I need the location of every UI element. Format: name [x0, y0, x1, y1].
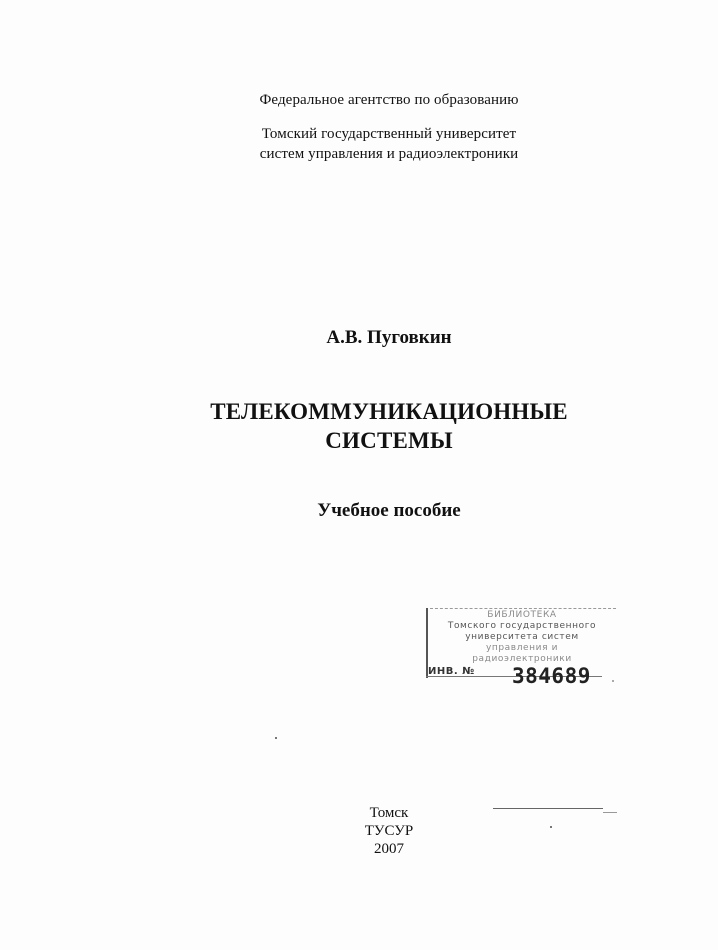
- university-name-line1: Томский государственный университет: [261, 126, 517, 142]
- stamp-inventory-number: 384689: [512, 664, 591, 688]
- stamp-text-line1: БИБЛИОТЕКА: [487, 610, 557, 620]
- scan-mark: [493, 808, 603, 809]
- book-subtitle: Учебное пособие: [317, 500, 461, 521]
- stamp-inventory-label: ИНВ. №: [428, 666, 475, 677]
- book-title-line2: СИСТЕМЫ: [325, 428, 453, 453]
- book-title-line1: ТЕЛЕКОММУНИКАЦИОННЫЕ: [210, 399, 568, 424]
- scan-mark: [612, 680, 614, 682]
- stamp-text-line4: управления и: [485, 643, 559, 653]
- stamp-text-line5: радиоэлектроники: [472, 654, 572, 664]
- library-stamp: [424, 606, 614, 688]
- imprint-city: Томск: [369, 805, 409, 821]
- scan-mark: [275, 737, 277, 739]
- agency-name: Федеральное агентство по образованию: [259, 92, 519, 108]
- stamp-text-line3: университета систем: [465, 632, 579, 642]
- stamp-text-line2: Томского государственного: [447, 621, 597, 631]
- scan-mark: [550, 826, 552, 828]
- stamp-border: [430, 608, 616, 609]
- scan-mark: [603, 812, 617, 813]
- university-name-line2: систем управления и радиоэлектроники: [259, 146, 519, 162]
- imprint-year: 2007: [374, 841, 404, 857]
- imprint-publisher: ТУСУР: [364, 823, 414, 839]
- author-name: А.В. Пуговкин: [326, 327, 452, 348]
